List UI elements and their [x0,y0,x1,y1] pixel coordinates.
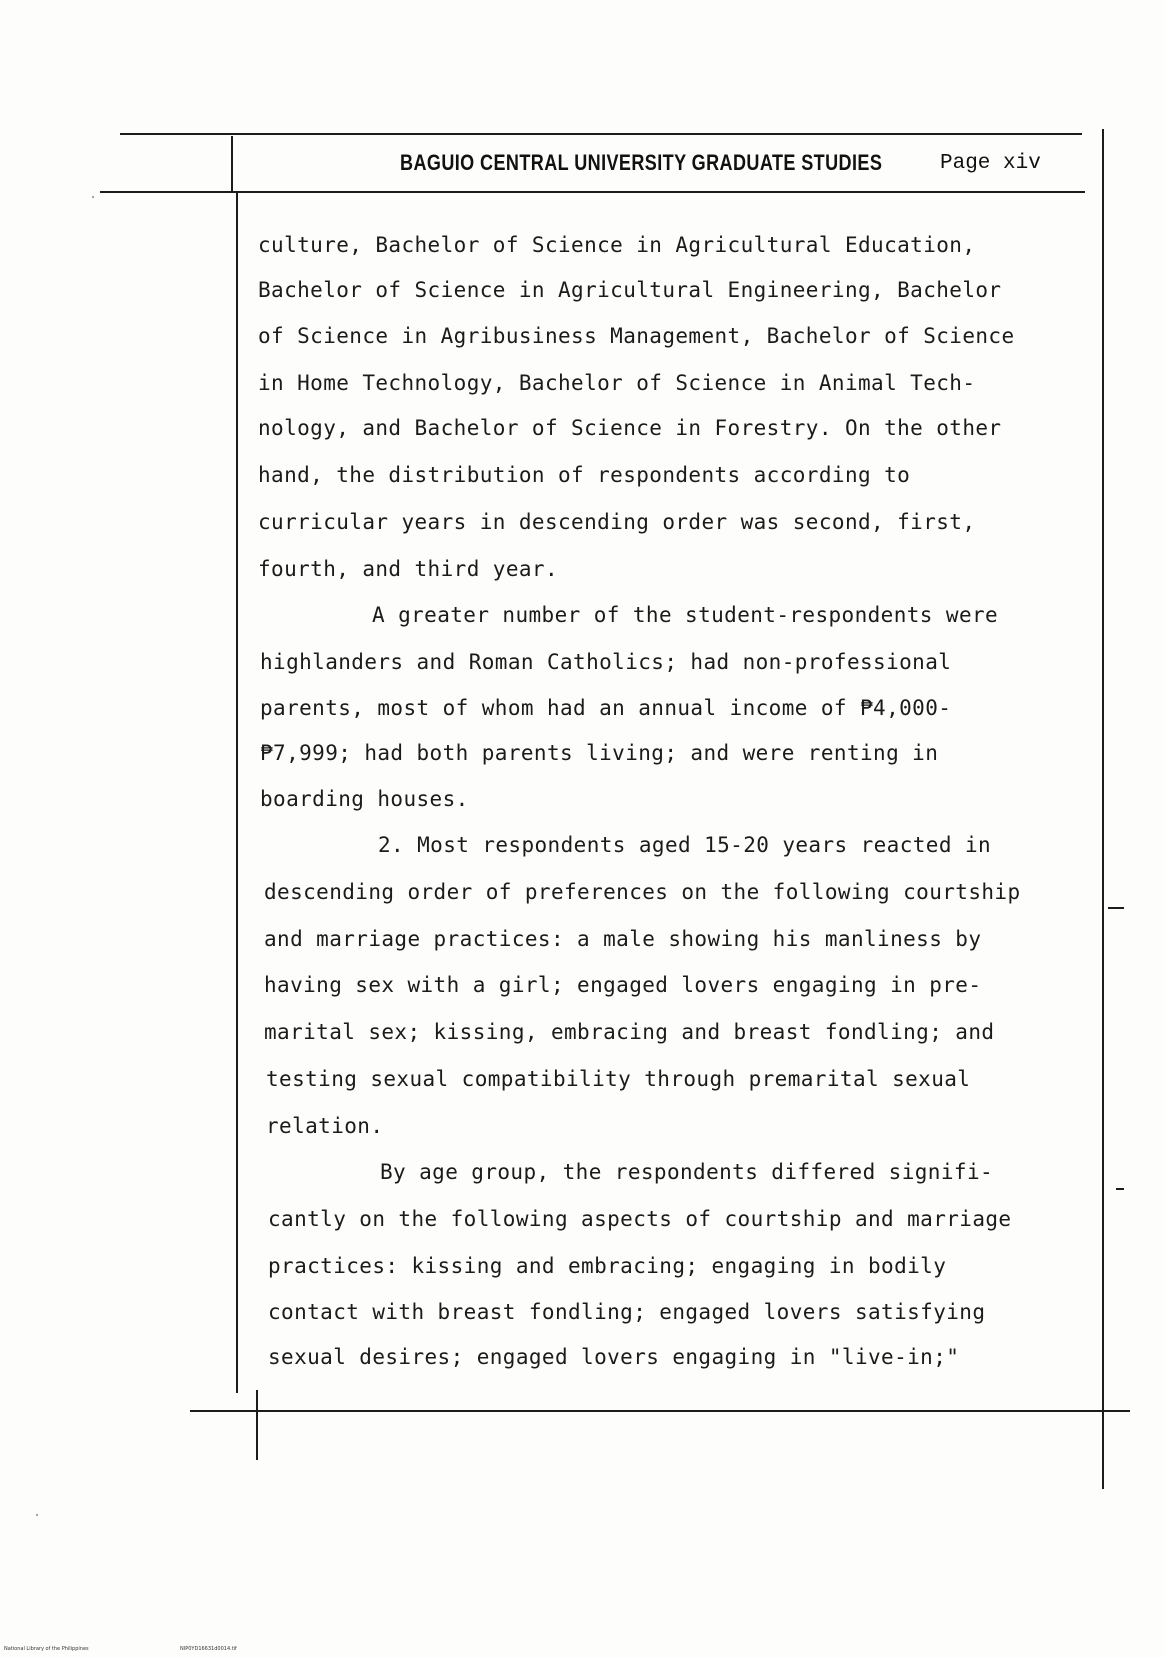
left-lower-rule [256,1390,258,1460]
text-line: parents, most of whom had an annual income of ₱4,000- [260,696,952,720]
text-line: in Home Technology, Bachelor of Science in Animal Tech- [258,371,976,395]
text-line: 2. Most respondents aged 15-20 years reacted in [378,833,992,857]
text-line: curricular years in descending order was second, first, [258,510,976,534]
right-margin-rule [1102,129,1104,1489]
text-line: cantly on the following aspects of courtship and marriage [268,1207,1012,1231]
scan-speck [36,1514,38,1516]
university-header-title: BAGUIO CENTRAL UNIVERSITY GRADUATE STUDIES [400,150,883,175]
library-imprint: National Library of the Philippines [4,1646,89,1652]
file-imprint: NIP0YD16631d0014.tif [180,1646,237,1652]
text-line: Bachelor of Science in Agricultural Engineering, Bachelor [258,278,1002,302]
header-top-rule [120,133,1082,135]
text-line: highlanders and Roman Catholics; had non-professional [260,650,952,674]
text-line: boarding houses. [260,787,469,811]
text-line: marital sex; kissing, embracing and breast fondling; and [264,1020,995,1044]
text-line: sexual desires; engaged lovers engaging in "live-in;" [268,1345,960,1369]
header-bottom-rule [100,191,1085,193]
text-line: descending order of preferences on the following courtship [264,880,1021,904]
text-line: of Science in Agribusiness Management, Bachelor of Science [258,324,1015,348]
text-line: testing sexual compatibility through premarital sexual [266,1067,971,1091]
bottom-text-rule [190,1410,1130,1412]
text-line: hand, the distribution of respondents according to [258,463,911,487]
left-text-rule [236,193,238,1393]
text-line: fourth, and third year. [258,557,558,581]
text-line: and marriage practices: a male showing his manliness by [264,927,982,951]
text-line: relation. [266,1114,384,1138]
text-line: By age group, the respondents differed signifi- [380,1160,994,1184]
text-line: having sex with a girl; engaged lovers engaging in pre- [264,973,982,997]
text-line: contact with breast fondling; engaged lovers satisfying [268,1300,986,1324]
left-margin-rule [231,136,233,193]
page-number: Page xiv [940,152,1041,175]
text-line: culture, Bachelor of Science in Agricultural Education, [258,233,976,257]
text-line: practices: kissing and embracing; engaging in bodily [268,1254,947,1278]
text-line: A greater number of the student-respondents were [372,603,999,627]
text-line: nology, and Bachelor of Science in Forestry. On the other [258,416,1002,440]
scan-speck [92,196,94,198]
right-tick-1 [1108,907,1124,909]
text-line: ₱7,999; had both parents living; and were renting in [260,741,939,765]
right-tick-2 [1116,1188,1124,1190]
